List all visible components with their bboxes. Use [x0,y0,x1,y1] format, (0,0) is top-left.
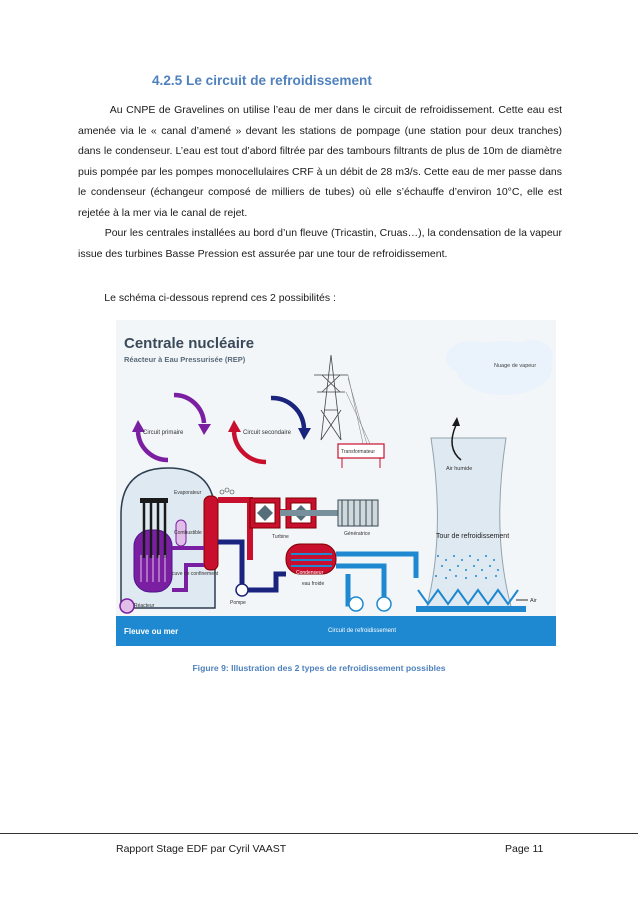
paragraph-schema-intro: Le schéma ci-dessous reprend ces 2 possibilités : [78,292,336,304]
paragraph-gravelines: Au CNPE de Gravelines on utilise l’eau de mer dans le circuit de refroidissement. Cette eau est amenée via le « canal d’amené » devant les stations de pompage (une station pour deux tranches) dans le condenseur. L’eau est tout d’abord filtrée par des tambours filtrants de plus de 10m de diamètre puis pompée par les pompes monocellulaires CRF à un débit de 28 m3/s. Cette eau de mer passe dans le condenseur (échangeur composé de milliers de tubes) où elle s’échauffe d’environ 10°C, elle est rejetée à la mer via le canal de rejet. [78,104,562,219]
cooling-circuit-label: Circuit de refroidissement [328,628,397,634]
humid-air-label: Air humide [446,466,473,472]
primary-circuit-label: Circuit primaire [143,430,184,436]
transformer-label: Transformateur [341,449,375,455]
vapour-label: vapeur [220,497,236,503]
reactor-label: Réacteur [134,603,155,609]
footer-page-number: Page 11 [505,843,544,855]
cooling-pump-icon-left [349,597,363,611]
generator [338,500,378,526]
control-rod-drive [140,498,168,503]
nuclear-plant-diagram [116,320,556,646]
river-label: Fleuve ou mer [124,627,179,636]
feedwater-pump-icon [236,584,248,596]
diagram-subtitle: Réacteur à Eau Pressurisée (REP) [124,355,246,364]
combustible-label: Combustible [174,530,202,536]
pump-label: Pompe [230,600,246,606]
steam-cloud-label: Nuage de vapeur [494,363,537,369]
evaporator-label: Evaporateur [174,490,202,496]
cooling-tower-label [436,533,509,540]
cold-water-label: eau froide [302,581,325,587]
steam-generator [204,496,218,570]
condenser-label: Condenseur [296,570,324,576]
cooling-tower-label-text: Tour de refroidissement [436,533,510,540]
paragraph-river-plants: Pour les centrales installées au bord d’un fleuve (Tricastin, Cruas…), la condensation de la vapeur issue des turbines Basse Pression est assurée par une tour de refroidissement. [78,227,562,260]
primary-pump-icon [120,599,134,613]
section-heading: 4.2.5 Le circuit de refroidissement [152,73,372,88]
diagram-title: Centrale nucléaire [124,335,255,352]
tower-basin [416,606,526,612]
secondary-circuit-label: Circuit secondaire [243,430,292,436]
cooling-pump-icon-right [377,597,391,611]
generator-label: Génératrice [344,531,371,537]
turbine-high-pressure [250,498,280,528]
turbine-shaft [280,510,340,516]
footer-divider [0,833,638,834]
cooling-tower [426,438,512,610]
figure-caption: Figure 9: Illustration des 2 types de refroidissement possibles [192,663,446,673]
footer-report-title: Rapport Stage EDF par Cyril VAAST [116,843,287,855]
air-label: Air [530,598,537,604]
turbine-label: Turbine [272,534,289,540]
containment-label: cuve de confinement [172,571,219,577]
